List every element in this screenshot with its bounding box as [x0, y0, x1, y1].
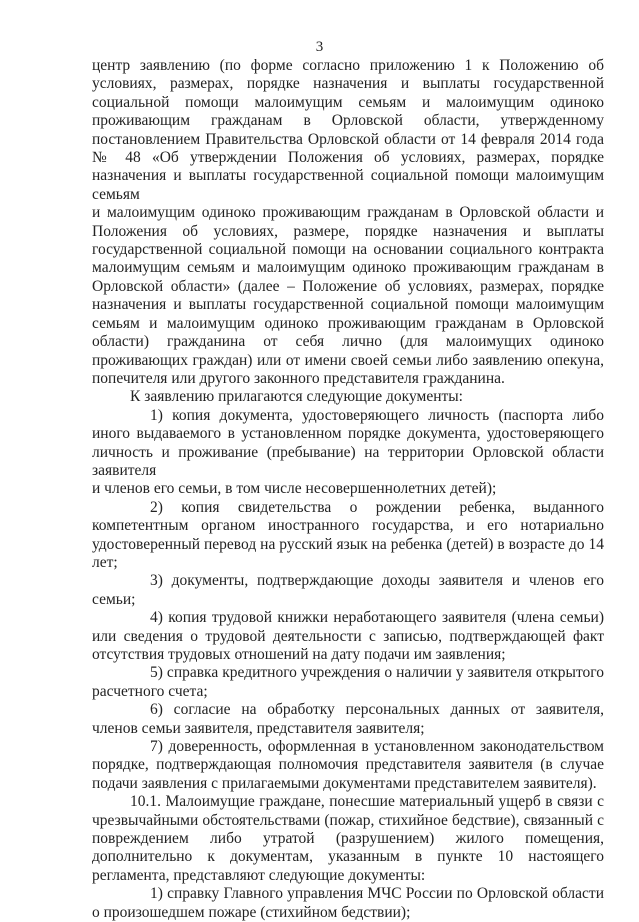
paragraph-low-income-citizens: и малоимущим одиноко проживающим гражданам в Орловской области и Положения об условиях, размере, порядке назначения и выплаты государственной социальной помощи на основании социального контракта малоимущим семьям и малоимущим одиноко проживающим гражданам в Орловской области» (далее – Положение об условиях, размерах, порядке назначения и выплаты государственной социальной помощи малоимущим семьям и малоимущим одиноко проживающим гражданам в Орловской области) гражданина от себя лично (для малоимущих одиноко проживающих граждан) или от имени своей семьи либо заявлению опекуна, попечителя или другого законного представителя гражданина.: [92, 204, 604, 387]
paragraph-application-center: центр заявлению (по форме согласно приложению 1 к Положению об условиях, размерах, порядке назначения и выплаты государственной социальной помощи малоимущим семьям и малоимущим одиноко проживающим гражданам в Орловской области, утвержденному постановлением Правительства Орловской области от 14 февраля 2014 года № 48 «Об утверждении Положения об условиях, размерах, порядке назначения и выплаты государственной социальной помощи малоимущим семьям: [92, 57, 604, 203]
paragraph-10-1-damage: 10.1. Малоимущие граждане, понесшие материальный ущерб в связи с чрезвычайными обстоятельствами (пожар, стихийное бедствие), связанный с повреждением либо утратой (разрушением) жилого помещения, дополнительно к документам, указанным в пункте 10 настоящего регламента, представляют следующие документы:: [92, 793, 604, 884]
list-item-1-continuation: и членов его семьи, в том числе несовершеннолетних детей);: [92, 480, 497, 498]
list-item-emergency-certificate: 1) справку Главного управления МЧС России по Орловской области о произошедшем пожаре (стихийном бедствии);: [92, 885, 604, 921]
list-item-5-bank-certificate: 5) справка кредитного учреждения о наличии у заявителя открытого расчетного счета;: [92, 664, 604, 700]
page-number: 3: [315, 39, 324, 55]
document-body: [92, 57, 604, 922]
list-item-4-work-record: 4) копия трудовой книжки неработающего заявителя (члена семьи) или сведения о трудовой деятельности с записью, подтверждающей факт отсутствия трудовых отношений на дату подачи им заявления;: [92, 609, 604, 663]
list-item-3-income-documents: 3) документы, подтверждающие доходы заявителя и членов его семьи;: [92, 572, 604, 608]
list-item-6-data-consent: 6) согласие на обработку персональных данных от заявителя, членов семьи заявителя, представителя заявителя;: [92, 701, 604, 737]
list-item-1-identity-document: 1) копия документа, удостоверяющего личность (паспорта либо иного выдаваемого в установленном порядке документа, удостоверяющего личность и проживание (пребывание) на территории Орловской области заявителя: [92, 406, 604, 479]
paragraph-documents-intro: К заявлению прилагаются следующие документы:: [130, 388, 463, 406]
list-item-2-birth-certificate: 2) копия свидетельства о рождении ребенка, выданного компетентным органом иностранного государства, и его нотариально удостоверенный перевод на русский язык на ребенка (детей) в возрасте до 14 лет;: [92, 498, 604, 571]
list-item-7-power-of-attorney: 7) доверенность, оформленная в установленном законодательством порядке, подтверждающая полномочия представителя заявителя (в случае подачи заявления с прилагаемыми документами представителем заявителя).: [92, 738, 604, 792]
